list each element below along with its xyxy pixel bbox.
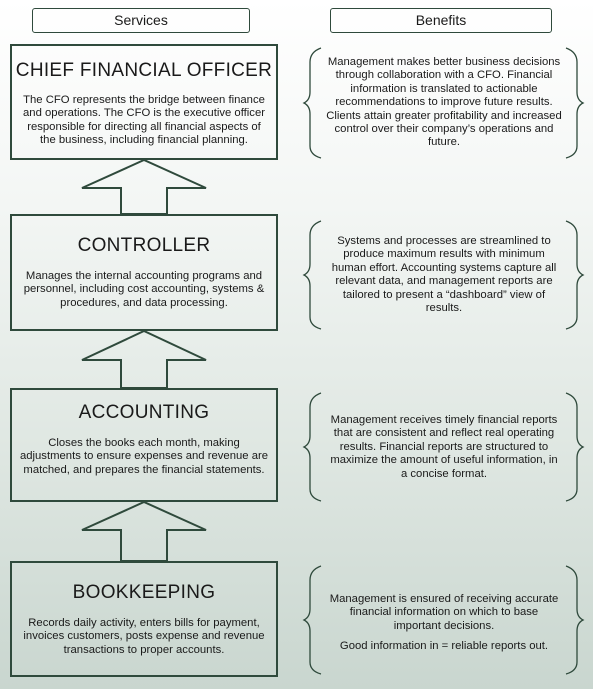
service-box-controller bbox=[10, 214, 278, 331]
arrow-up-accounting-to-controller bbox=[82, 331, 206, 388]
service-box-accounting bbox=[10, 388, 278, 502]
benefit-text-accounting: Management receives timely financial reports that are consistent and reflect real operating results. Financial reports are structured to maximize the amount of useful information, in a concise format. bbox=[330, 414, 558, 480]
brace-left-controller bbox=[304, 221, 321, 329]
service-title-accounting: ACCOUNTING bbox=[78, 402, 210, 423]
brace-right-controller bbox=[566, 221, 583, 329]
brace-left-bookkeeping bbox=[304, 566, 321, 674]
service-box-bookkeeping bbox=[10, 561, 278, 677]
service-description-cfo: The CFO represents the bridge between finance and operations. The CFO is the executive officer responsible for directing all financial aspects of the business, including financial planning. bbox=[23, 94, 265, 147]
service-title-bookkeeping: BOOKKEEPING bbox=[72, 582, 216, 603]
brace-left-cfo bbox=[304, 48, 321, 158]
brace-right-bookkeeping bbox=[566, 566, 583, 674]
service-description-controller: Manages the internal accounting programs and personnel, including cost accounting, systems & procedures, and data processing. bbox=[23, 270, 265, 309]
arrow-up-bookkeeping-to-accounting bbox=[82, 502, 206, 561]
service-description-bookkeeping: Records daily activity, enters bills for payment, invoices customers, posts expense and revenue transactions to proper accounts. bbox=[23, 617, 265, 656]
service-title-cfo: CHIEF FINANCIAL OFFICER bbox=[15, 60, 273, 81]
brace-left-accounting bbox=[304, 393, 321, 501]
benefits-header-label: Benefits bbox=[415, 12, 467, 28]
benefit-text-bookkeeping: Management is ensured of receiving accurate financial information on which to base important decisions. bbox=[329, 593, 559, 632]
arrow-up-controller-to-cfo bbox=[82, 160, 206, 214]
service-description-accounting: Closes the books each month, making adjustments to ensure expenses and revenue are matched, and prepares the financial statements. bbox=[19, 437, 269, 476]
benefit-extra-bookkeeping: Good information in = reliable reports out. bbox=[339, 640, 549, 652]
benefit-text-cfo: Management makes better business decisions through collaboration with a CFO. Financial information is translated to actionable recommendations to improve future results. Clients attain greater profitability and increased control over their company’s operations and future. bbox=[326, 56, 562, 149]
service-title-controller: CONTROLLER bbox=[77, 235, 211, 256]
brace-right-accounting bbox=[566, 393, 583, 501]
services-header-label: Services bbox=[114, 12, 168, 28]
brace-right-cfo bbox=[566, 48, 583, 158]
benefit-text-controller: Systems and processes are streamlined to produce maximum results with minimum human effort. Accounting systems capture all relevant data, and management reports are tailored to present a “dashboard” view of results. bbox=[331, 235, 557, 315]
service-box-cfo bbox=[10, 44, 278, 160]
